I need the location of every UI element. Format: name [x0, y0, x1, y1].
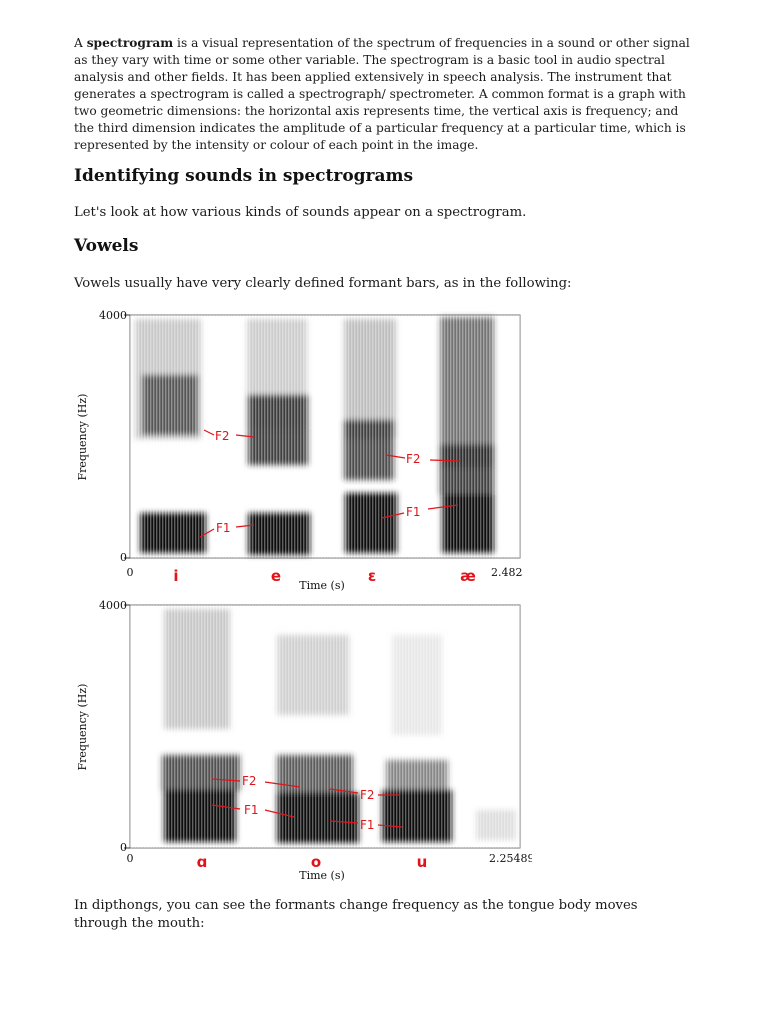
paragraph-look: Let's look at how various kinds of sounds appear on a spectrogram.	[74, 205, 527, 220]
spectro-texture-1	[130, 315, 520, 558]
vowel-label-i: i	[173, 567, 179, 585]
intro-lead: A	[74, 36, 87, 50]
y-tick-label-top-1: 4000	[99, 309, 127, 322]
vowel-label-e: e	[270, 567, 282, 585]
vowel-label-u: u	[416, 853, 428, 871]
spectro-texture-2	[130, 605, 520, 848]
annotation-f2-1: F2	[215, 429, 230, 443]
x-tick-label-left-2: 0	[126, 852, 134, 865]
y-tick-label-bottom-1: 0	[120, 551, 127, 564]
intro-bold-term: spectrogram	[86, 36, 174, 50]
annotation-f2-a: F2	[242, 774, 257, 788]
intro-paragraph	[74, 35, 694, 154]
x-axis-label-1: Time (s)	[299, 579, 345, 592]
annotation-f1-1: F1	[216, 521, 231, 535]
paragraph-vowels: Vowels usually have very clearly defined formant bars, as in the following:	[74, 276, 572, 291]
y-tick-label-bottom-2: 0	[120, 841, 127, 854]
heading-identifying-sounds: Identifying sounds in spectrograms	[74, 166, 414, 186]
annotation-f2-2: F2	[406, 452, 421, 466]
y-tick-label-top-2: 4000	[99, 599, 127, 612]
x-tick-label-right-2: 2.25489	[489, 852, 532, 865]
spectrogram-figure-1	[72, 305, 532, 595]
x-axis-label-2: Time (s)	[299, 869, 345, 882]
spectrogram-2-svg	[72, 595, 532, 885]
vowel-label-ae: æ	[460, 567, 476, 585]
paragraph-diphthongs: In dipthongs, you can see the formants change frequency as the tongue body moves through the mouth:	[74, 898, 638, 931]
y-axis-label-1: Frequency (Hz)	[76, 393, 89, 481]
annotation-f1-o: F1	[360, 818, 375, 832]
annotation-f2-o: F2	[360, 788, 375, 802]
y-axis-label-2: Frequency (Hz)	[76, 683, 89, 771]
spectrogram-figure-2	[72, 595, 532, 885]
annotation-f1-2: F1	[406, 505, 421, 519]
vowel-label-o: o	[310, 853, 322, 871]
vowel-label-epsilon: ε	[367, 567, 377, 585]
heading-vowels: Vowels	[74, 236, 139, 256]
x-tick-label-left-1: 0	[126, 566, 134, 579]
spectrogram-1-svg	[72, 305, 532, 595]
annotation-f1-a: F1	[244, 803, 259, 817]
x-tick-label-right-1: 2.482	[491, 566, 523, 579]
vowel-label-a: ɑ	[196, 853, 208, 871]
intro-rest: is a visual representation of the spectrum of frequencies in a sound or other signal as they vary with time or some other variable. The spectrogram is a basic tool in audio spectral analysis and other fields. It has been applied extensively in speech analysis. The instrument that generates a spectrogram is called a spectrograph/ spectrometer. A common format is a graph with two geometric dimensions: the horizontal axis represents time, the vertical axis is frequency; and the third dimension indicates the amplitude of a particular frequency at a particular time, which is represented by the intensity or colour of each point in the image.	[74, 36, 690, 152]
